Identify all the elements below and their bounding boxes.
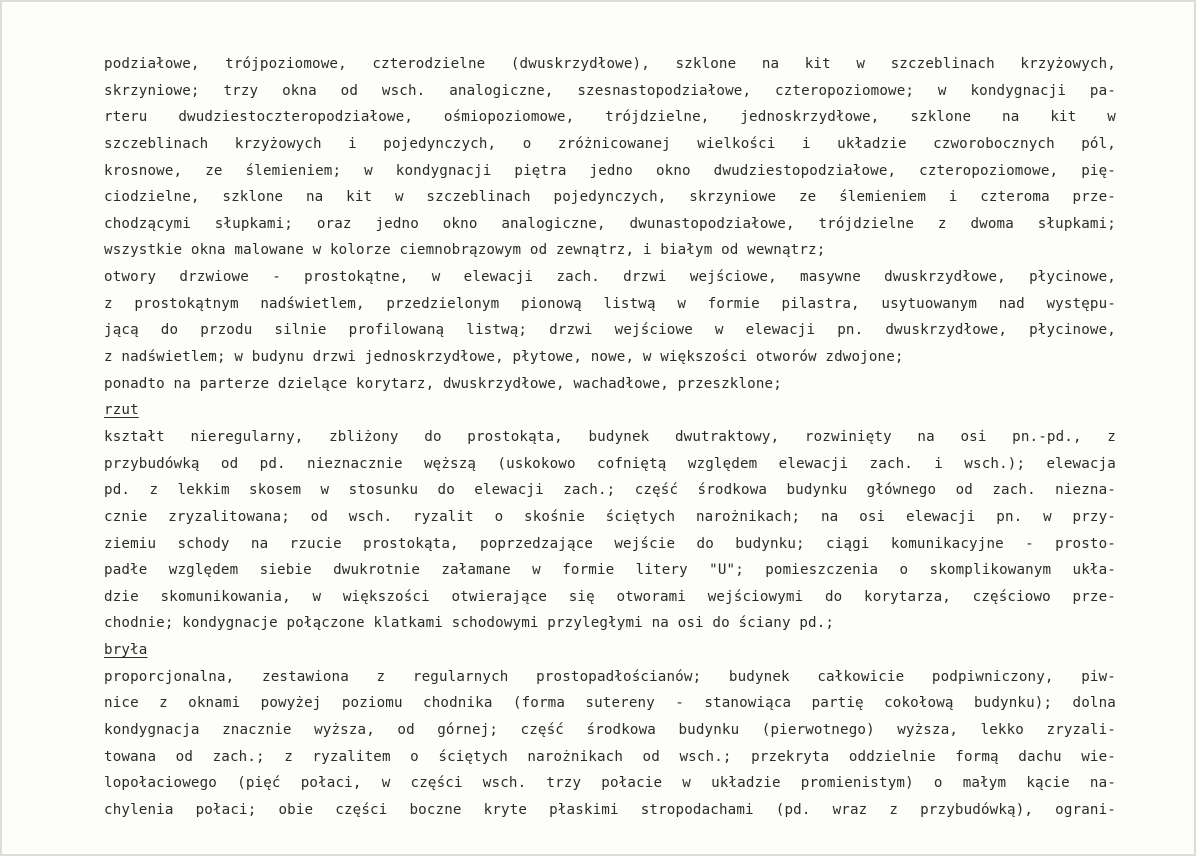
- text-line: ciodzielne, szklone na kit w szczeblinach pojedynczych, skrzyniowe ze ślemieniem i czteroma prze-: [104, 189, 1116, 206]
- text-line: chylenia połaci; obie części boczne kryte płaskimi stropodachami (pd. wraz z przybudówką), ograni-: [104, 801, 1116, 818]
- text-line: jącą do przodu silnie profilowaną listwą; drzwi wejściowe w elewacji pn. dwuskrzydłowe, płycinowe,: [104, 322, 1116, 339]
- text-line: otwory drzwiowe - prostokątne, w elewacji zach. drzwi wejściowe, masywne dwuskrzydłowe, płycinowe,: [104, 269, 1116, 286]
- text-line: ponadto na parterze dzielące korytarz, dwuskrzydłowe, wachadłowe, przeszklone;: [104, 375, 782, 392]
- text-line: lopołaciowego (pięć połaci, w części wsch. trzy połacie w układzie promienistym) o małym kącie na-: [104, 775, 1116, 792]
- text-line: chodnie; kondygnacje połączone klatkami schodowymi przyległymi na osi do ściany pd.;: [104, 615, 835, 632]
- paragraph-rzut: [104, 424, 1116, 637]
- text-line: skrzyniowe; trzy okna od wsch. analogiczne, szesnastopodziałowe, czteropoziomowe; w kondygnacji pa-: [104, 82, 1116, 99]
- text-line: z prostokątnym nadświetlem, przedzielonym pionową listwą w formie pilastra, usytuowanym nad występu-: [104, 295, 1116, 312]
- text-line: podziałowe, trójpoziomowe, czterodzielne (dwuskrzydłowe), szklone na kit w szczeblinach krzyżowych,: [104, 56, 1116, 72]
- text-line: szczeblinach krzyżowych i pojedynczych, o zróżnicowanej wielkości i układzie czworobocznych pól,: [104, 135, 1116, 152]
- text-line: dzie skomunikowania, w większości otwierające się otworami wejściowymi do korytarza, częściowo prze-: [104, 588, 1116, 605]
- text-line: chodzącymi słupkami; oraz jedno okno analogiczne, dwunastopodziałowe, trójdzielne z dwoma słupkami;: [104, 215, 1116, 232]
- typed-text-body: [104, 51, 1116, 824]
- section-heading-bryla: bryła: [104, 642, 148, 659]
- text-line: padłe względem siebie dwukrotnie załamane w formie litery "U"; pomieszczenia o skomplikowanym ukła-: [104, 562, 1116, 579]
- section-heading-rzut: rzut: [104, 402, 139, 419]
- text-line: towana od zach.; z ryzalitem o ściętych narożnikach od wsch.; przekryta oddzielnie formą dachu wie-: [104, 748, 1116, 765]
- text-line: cznie zryzalitowana; od wsch. ryzalit o skośnie ściętych narożnikach; na osi elewacji pn. w przy-: [104, 508, 1116, 525]
- text-line: kształt nieregularny, zbliżony do prostokąta, budynek dwutraktowy, rozwinięty na osi pn.-pd., z: [104, 428, 1116, 445]
- paragraph-bryla: [104, 664, 1116, 824]
- paragraph-doors: [104, 264, 1116, 397]
- text-line: krosnowe, ze ślemieniem; w kondygnacji piętra jedno okno dwudziestopodziałowe, czteropoziomowe, pię-: [104, 162, 1116, 179]
- text-line: ziemiu schody na rzucie prostokąta, poprzedzające wejście do budynku; ciągi komunikacyjne - prosto-: [104, 535, 1116, 552]
- text-line: przybudówką od pd. nieznacznie węższą (uskokowo cofniętą względem elewacji zach. i wsch.); elewacja: [104, 455, 1116, 472]
- text-line: proporcjonalna, zestawiona z regularnych prostopadłościanów; budynek całkowicie podpiwniczony, piw-: [104, 668, 1116, 685]
- paragraph-windows: [104, 51, 1116, 264]
- text-line: kondygnacja znacznie wyższa, od górnej; część środkowa budynku (pierwotnego) wyższa, lekko zryzali-: [104, 722, 1116, 739]
- text-line: nice z oknami powyżej poziomu chodnika (forma sutereny - stanowiąca partię cokołową budynku); dolna: [104, 695, 1116, 712]
- text-line: rteru dwudziestoczteropodziałowe, ośmiopoziomowe, trójdzielne, jednoskrzydłowe, szklone na kit w: [104, 109, 1116, 126]
- text-line: wszystkie okna malowane w kolorze ciemnobrązowym od zewnątrz, i białym od wewnątrz;: [104, 242, 826, 259]
- text-line: pd. z lekkim skosem w stosunku do elewacji zach.; część środkowa budynku głównego od zach. nieznа-: [104, 482, 1116, 499]
- text-line: z nadświetlem; w budynu drzwi jednoskrzydłowe, płytowe, nowe, w większości otworów zdwojone;: [104, 349, 904, 366]
